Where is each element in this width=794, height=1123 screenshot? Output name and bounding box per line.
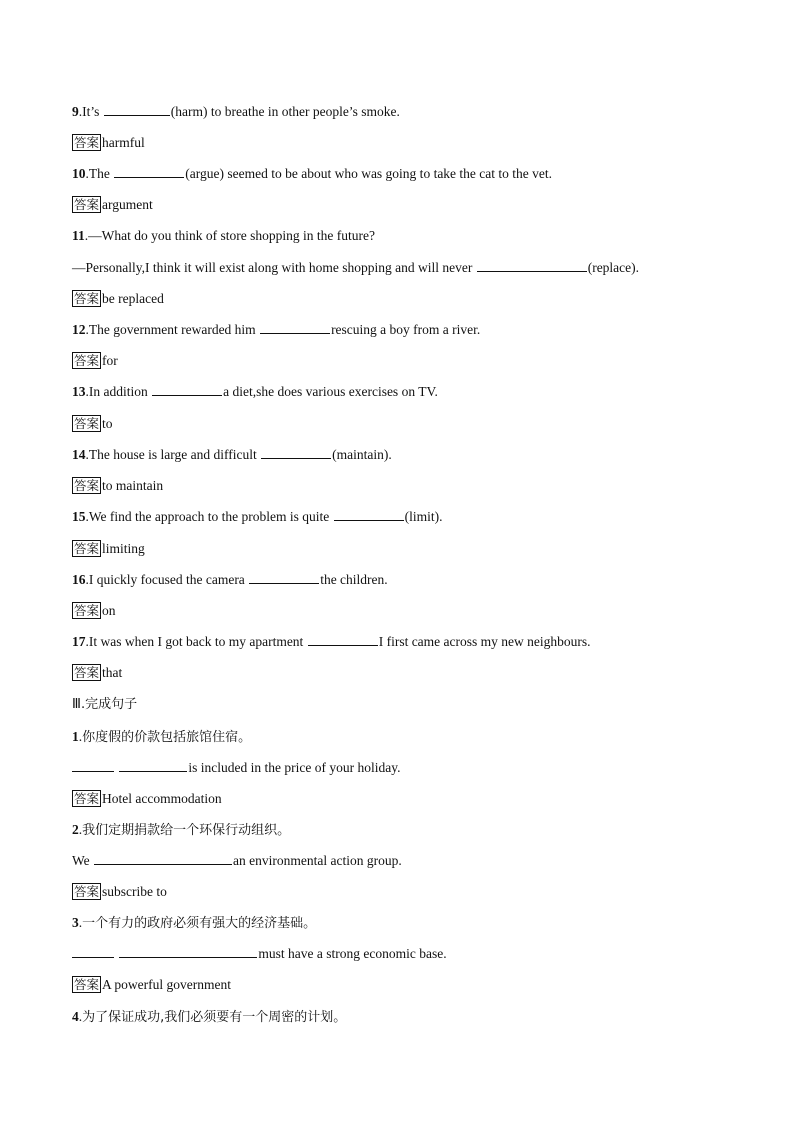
question-text: We find the approach to the problem is quite [88, 509, 333, 524]
question-text: The house is large and difficult [88, 447, 261, 462]
answer-label: 答案 [74, 541, 100, 556]
chinese-prompt: 一个有力的政府必须有强大的经济基础。 [82, 916, 317, 931]
answer-text: be replaced [102, 291, 164, 306]
answer-text: to [102, 416, 113, 431]
question-text: —What do you think of store shopping in the future? [88, 228, 375, 243]
question-15: 15.We find the approach to the problem is quite (limit). [72, 509, 443, 524]
question-number: 2 [72, 822, 79, 837]
answer-text: on [102, 603, 116, 618]
question-number: 10 [72, 166, 86, 181]
question-11: 11.—What do you think of store shopping in the future? [72, 228, 375, 243]
answer-blank [104, 103, 170, 116]
answer-blank [260, 321, 330, 334]
sentence-1-prompt: 1.你度假的价款包括旅馆住宿。 [72, 729, 252, 745]
answer-blank [334, 508, 404, 521]
answer-row-s1 [72, 790, 222, 808]
answer-row-16 [72, 602, 116, 620]
answer-blank [261, 446, 331, 459]
answer-label: 答案 [74, 135, 100, 150]
answer-blank [249, 571, 319, 584]
answer-blank [119, 759, 187, 772]
sentence-3-prompt: 3.一个有力的政府必须有强大的经济基础。 [72, 915, 317, 931]
answer-text: subscribe to [102, 884, 167, 899]
question-12: 12.The government rewarded him rescuing a boy from a river. [72, 322, 481, 337]
question-10: 10.The (argue) seemed to be about who was going to take the cat to the vet. [72, 166, 553, 181]
answer-blank [119, 945, 257, 958]
sentence-text: is included in the price of your holiday. [188, 760, 401, 775]
answer-row-12 [72, 352, 118, 370]
answer-text: argument [102, 197, 153, 212]
answer-text: to maintain [102, 478, 164, 493]
answer-label: 答案 [74, 791, 100, 806]
question-text: (harm) to breathe in other people’s smoke. [170, 104, 400, 119]
answer-text: Hotel accommodation [102, 791, 222, 806]
question-text: (limit). [404, 509, 443, 524]
sentence-3-blanks [72, 945, 447, 963]
question-text: It’s [82, 104, 103, 119]
answer-row-s3 [72, 976, 231, 994]
chinese-prompt: 为了保证成功,我们必须要有一个周密的计划。 [82, 1010, 347, 1025]
question-text: —Personally,I think it will exist along with home shopping and will never [72, 260, 476, 275]
answer-label: 答案 [74, 197, 100, 212]
question-text: It was when I got back to my apartment [88, 634, 307, 649]
question-text: (maintain). [332, 447, 392, 462]
question-number: 15 [72, 509, 86, 524]
sentence-text: must have a strong economic base. [258, 946, 447, 961]
question-text: I first came across my new neighbours. [378, 634, 591, 649]
answer-blank [94, 852, 232, 865]
answer-row-14 [72, 477, 163, 495]
question-text: the children. [320, 572, 388, 587]
answer-blank [152, 383, 222, 396]
answer-label: 答案 [74, 603, 100, 618]
answer-label: 答案 [74, 478, 100, 493]
section-heading: Ⅲ.完成句子 [72, 697, 138, 712]
answer-label: 答案 [74, 416, 100, 431]
question-text: In addition [88, 384, 152, 399]
sentence-text: an environmental action group. [233, 853, 402, 868]
answer-text: that [102, 665, 123, 680]
question-14: 14.The house is large and difficult (maintain). [72, 447, 392, 462]
answer-blank [308, 633, 378, 646]
answer-blank [114, 165, 184, 178]
answer-row-s2 [72, 883, 167, 901]
answer-blank [72, 759, 114, 772]
answer-label: 答案 [74, 665, 100, 680]
question-text: rescuing a boy from a river. [331, 322, 481, 337]
question-number: 1 [72, 729, 79, 744]
answer-label: 答案 [74, 884, 100, 899]
question-9: 9.It’s (harm) to breathe in other people’s smoke. [72, 104, 400, 119]
question-text: The government rewarded him [88, 322, 260, 337]
chinese-prompt: 你度假的价款包括旅馆住宿。 [82, 730, 252, 745]
answer-text: for [102, 353, 118, 368]
answer-blank [477, 259, 587, 272]
question-13: 13.In addition a diet,she does various exercises on TV. [72, 384, 438, 399]
question-number: 3 [72, 915, 79, 930]
answer-text: limiting [102, 541, 145, 556]
question-number: 13 [72, 384, 86, 399]
sentence-2-prompt: 2.我们定期捐款给一个环保行动组织。 [72, 822, 291, 838]
chinese-prompt: 我们定期捐款给一个环保行动组织。 [82, 823, 291, 838]
answer-row-17 [72, 664, 122, 682]
sentence-2-blanks [72, 852, 402, 870]
question-number: 12 [72, 322, 86, 337]
question-16: 16.I quickly focused the camera the children. [72, 572, 388, 587]
question-text: (argue) seemed to be about who was going to take the cat to the vet. [185, 166, 553, 181]
answer-text: harmful [102, 135, 145, 150]
answer-label: 答案 [74, 977, 100, 992]
question-number: 16 [72, 572, 86, 587]
question-number: 14 [72, 447, 86, 462]
question-17: 17.It was when I got back to my apartment I first came across my new neighbours. [72, 634, 591, 649]
question-number: 17 [72, 634, 86, 649]
answer-blank [72, 945, 114, 958]
sentence-text: We [72, 853, 94, 868]
answer-label: 答案 [74, 353, 100, 368]
question-text: I quickly focused the camera [88, 572, 249, 587]
answer-row-15 [72, 540, 145, 558]
question-number: 11 [72, 228, 85, 243]
answer-row-13 [72, 415, 113, 433]
sentence-4-prompt: 4.为了保证成功,我们必须要有一个周密的计划。 [72, 1009, 347, 1025]
answer-label: 答案 [74, 291, 100, 306]
question-text: The [88, 166, 114, 181]
question-text: a diet,she does various exercises on TV. [223, 384, 438, 399]
question-11-line2 [72, 259, 639, 277]
answer-row-11 [72, 290, 164, 308]
question-number: 9 [72, 104, 79, 119]
answer-text: A powerful government [102, 977, 231, 992]
sentence-1-blanks [72, 759, 400, 777]
question-text: (replace). [587, 260, 640, 275]
answer-row-10 [72, 196, 153, 214]
question-number: 4 [72, 1009, 79, 1024]
answer-row-9 [72, 134, 145, 152]
